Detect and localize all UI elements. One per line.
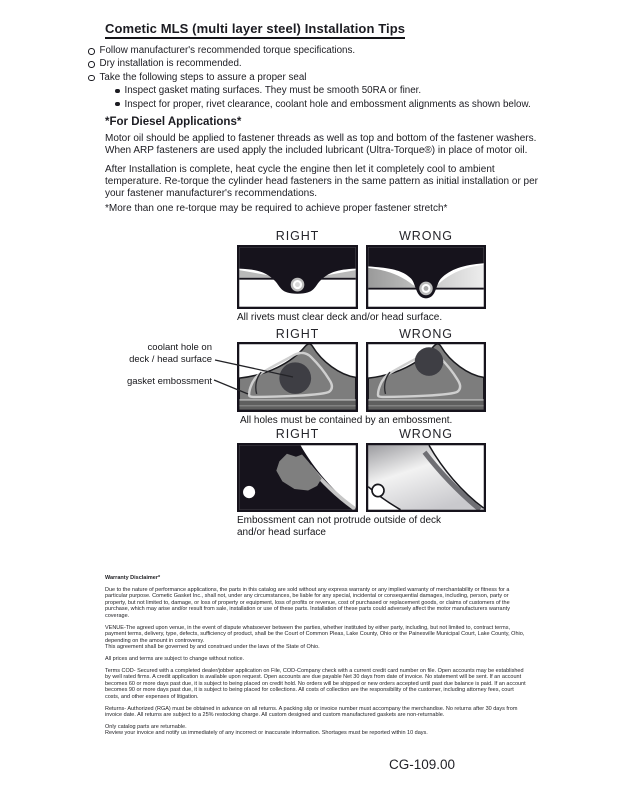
figure-label-right: RIGHT: [275, 229, 320, 243]
figure-label-wrong: WRONG: [399, 327, 453, 341]
embossment-protrusion-right-diagram: [237, 443, 358, 512]
disclaimer-paragraph: This agreement shall be governed by and construed under the laws of the State of Ohio.: [105, 644, 320, 651]
figure-label-wrong: WRONG: [399, 229, 453, 243]
sub-tip-item: [88, 98, 558, 111]
tip-item: [88, 71, 558, 84]
figure-caption-protrusion: Embossment can not protrude outside of deck and/or head surface: [237, 515, 442, 538]
tips-list: [88, 44, 558, 111]
tip-text: Dry installation is recommended.: [99, 58, 242, 70]
hole-embossment-right-diagram: [237, 342, 358, 412]
figure-label-wrong: WRONG: [399, 427, 453, 441]
rivet-clearance-right-diagram: [237, 245, 358, 309]
figure-label-right: RIGHT: [275, 327, 320, 341]
page-title: Cometic MLS (multi layer steel) Installation Tips: [105, 21, 405, 39]
figure-caption-holes: All holes must be contained by an embossment.: [240, 415, 453, 426]
callout-coolant-hole: coolant hole on deck / head surface: [129, 342, 212, 365]
hole-embossment-wrong-diagram: [366, 342, 486, 412]
tip-text: Take the following steps to assure a proper seal: [99, 71, 307, 83]
sub-tip-text: Inspect for proper, rivet clearance, coolant hole and embossment alignments as shown below.: [124, 98, 531, 110]
tip-item: [88, 57, 558, 70]
figure-caption-rivets: All rivets must clear deck and/or head surface.: [237, 312, 443, 323]
installation-figures: [0, 226, 618, 552]
disclaimer-paragraph: VENUE-The agreed upon venue, in the event of dispute whatsoever between the parties, whether instituted by either party, including, but not limited to, contract terms, payment terms, delivery, type, defects, sufficiency of product, shall be the Court of Common Pleas, Lake County, Ohio or the Painesville Municipal Court, Lake County, Ohio, depending on the amount in controversy.: [105, 624, 525, 644]
sub-tip-text: Inspect gasket mating surfaces. They must be smooth 50RA or finer.: [124, 85, 422, 97]
disclaimer-heading: Warranty Disclaimer*: [105, 575, 161, 581]
dot-bullet-icon: [115, 102, 120, 107]
diesel-paragraph-1: Motor oil should be applied to fastener threads as well as top and bottom of the fastener washers. When ARP fasteners are used apply the included lubricant (Ultra-Torque®) in place of motor oil.: [105, 133, 537, 156]
disclaimer-paragraph: Review your invoice and notify us immediately of any incorrect or inaccurate information. Shortages must be reported within 10 days.: [105, 730, 428, 737]
dot-bullet-icon: [115, 89, 120, 94]
tip-item: [88, 44, 558, 57]
figure-label-right: RIGHT: [275, 427, 320, 441]
diesel-applications-heading: *For Diesel Applications*: [105, 116, 242, 128]
diesel-paragraph-2: After Installation is complete, heat cycle the engine then let it completely cool to ambient temperature. Re-torque the cylinder head fasteners in the same pattern as initial installation or per your fastener manufacturer's recommendations.: [105, 164, 539, 199]
sub-tip-item: [88, 84, 558, 97]
disclaimer-paragraph: Terms COD- Secured with a completed dealer/jobber application on File, COD-Company check with a current credit card number on file. Open accounts may be established by well rated firms. A credit application is available upon request. Open accounts are due payable Net 30 days from date of invoice. No statement will be sent. If an account becomes 60 or more days past due, it is subject to being placed on credit hold. No orders will be shipped or new orders accepted until past due balance is paid. If an account becomes 90 or more days past due, it is subject to being placed for collections. All costs of collection are the responsibility of the customer, including attorney fees, court costs, and other expenses of litigation.: [105, 667, 526, 700]
callout-gasket-embossment: gasket embossment: [126, 376, 212, 387]
page-number: CG-109.00: [389, 757, 456, 772]
rivet-clearance-wrong-diagram: [366, 245, 486, 309]
open-bullet-icon: [88, 75, 95, 82]
retorque-note: *More than one re-torque may be required to achieve proper fastener stretch*: [105, 203, 448, 214]
embossment-protrusion-wrong-diagram: [366, 443, 486, 512]
warranty-disclaimer: [105, 575, 529, 742]
disclaimer-paragraph: Returns- Authorized (RGA) must be obtained in advance on all returns. A packing slip or invoice number must accompany the merchandise. No returns after 30 days from invoice date. All returns are subject to a 25% restocking charge. All custom designed and custom manufactured gaskets are non-returnable.: [105, 705, 518, 719]
tip-text: Follow manufacturer's recommended torque specifications.: [99, 45, 356, 56]
disclaimer-paragraph: Due to the nature of performance applications, the parts in this catalog are sold without any express warranty or any implied warranty of merchantability or fitness for a particular purpose. Cometic Gasket Inc., shall not, under any circumstances, be liable for any special, incidental or consequential damages, including, person, party or property, but not limited to, damage, or loss of property or equipment, loss of profits or revenue, cost of purchased or replacement goods, or claims of customers of the purchase, which may arise and/or result from sale, installation or use of these parts. Installation of these parts could adversely affect the motor manufacturers warranty coverage.: [105, 586, 510, 619]
disclaimer-paragraph: All prices and terms are subject to change without notice.: [105, 655, 245, 662]
disclaimer-paragraph: Only catalog parts are returnable.: [105, 723, 187, 730]
open-bullet-icon: [88, 61, 95, 68]
open-bullet-icon: [88, 48, 95, 55]
